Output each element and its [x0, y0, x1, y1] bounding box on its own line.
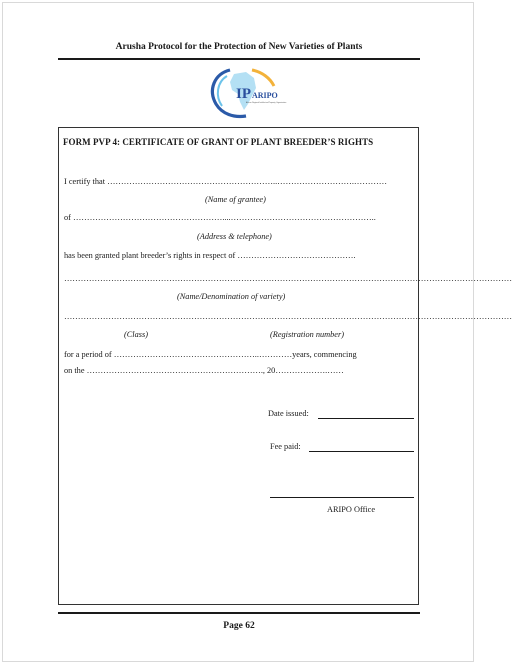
variety-dotted-line: ………………………………………………………………………………………………………………………………………………: [64, 274, 512, 283]
grantee-caption: (Name of grantee): [205, 195, 266, 204]
address-caption: (Address & telephone): [197, 232, 272, 241]
form-title: FORM PVP 4: CERTIFICATE OF GRANT OF PLANT BREEDER’S RIGHTS: [63, 137, 374, 147]
logo-wordmark: ARIPO: [252, 91, 278, 100]
variety-caption: (Name/Denomination of variety): [177, 292, 286, 301]
office-signature-line: [270, 497, 414, 498]
fee-paid-signature-line: [309, 451, 414, 452]
certify-line: I certify that ……………………………………………………..……………………….…………: [64, 177, 388, 186]
period-line: for a period of ……………………………………………..…………years, commencing: [64, 350, 357, 359]
date-issued-signature-line: [318, 418, 414, 419]
logo-tagline: African Regional Intellectual Property Organization: [246, 102, 287, 104]
document-header-title: Arusha Protocol for the Protection of New Varieties of Plants: [115, 42, 363, 52]
footer-rule: [58, 612, 420, 614]
header-rule: [58, 58, 420, 60]
address-line: of ………………………………………………....……………………………………………..: [64, 213, 376, 222]
logo-gold-swoosh: [252, 70, 274, 86]
class-registration-dotted-line: ………………………………………………………………………………………………………………………………………………: [64, 312, 512, 321]
class-caption: (Class): [124, 330, 148, 339]
logo-ip-letters: IP: [236, 86, 251, 102]
page-number: Page 62: [223, 621, 255, 631]
date-issued-label: Date issued:: [268, 409, 309, 418]
aripo-logo: [200, 64, 287, 120]
logo-light-blue-swoosh: [218, 76, 227, 106]
fee-paid-label: Fee paid:: [270, 442, 301, 451]
aripo-office-label: ARIPO Office: [327, 505, 376, 514]
commencing-date-line: on the ………………………………………………………., 20……………….……: [64, 366, 344, 375]
granted-rights-line: has been granted plant breeder’s rights in respect of …………………………………….: [64, 251, 356, 260]
registration-caption: (Registration number): [270, 330, 344, 339]
